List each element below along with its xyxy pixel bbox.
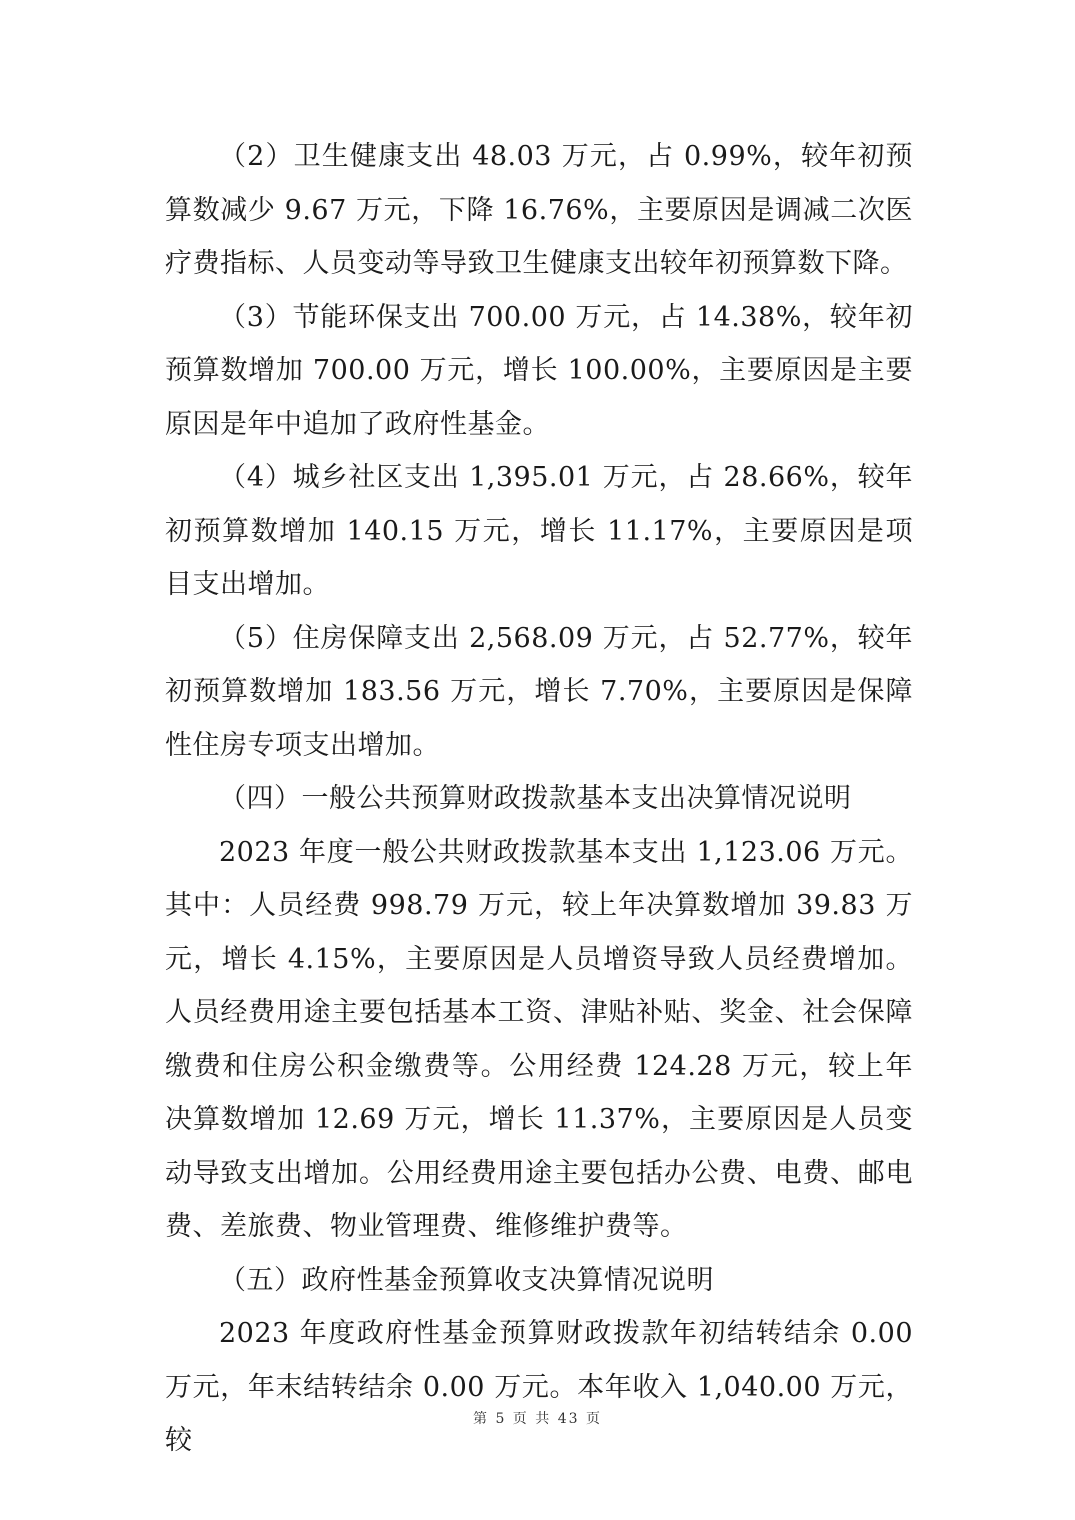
section-heading-government-fund: （五）政府性基金预算收支决算情况说明	[219, 1264, 714, 1296]
paragraph-energy-environment-expenditure: （3）节能环保支出 700.00 万元，占 14.38%，较年初预算数增加 700.00 万元，增长 100.00%，主要原因是主要原因是年中追加了政府性基金。	[165, 301, 913, 440]
page-number-footer: 第 5 页 共 43 页	[473, 1411, 602, 1427]
section-heading-basic-expenditure: （四）一般公共预算财政拨款基本支出决算情况说明	[219, 783, 852, 814]
paragraph-urban-rural-community-expenditure: （4）城乡社区支出 1,395.01 万元，占 28.66%，较年初预算数增加 140.15 万元，增长 11.17%，主要原因是项目支出增加。	[165, 462, 913, 600]
paragraph-health-expenditure: （2）卫生健康支出 48.03 万元，占 0.99%，较年初预算数减少 9.67 万元，下降 16.76%，主要原因是调减二次医疗费指标、人员变动等导致卫生健康支出较年初预算数下降。	[165, 141, 913, 279]
paragraph-housing-security-expenditure: （5）住房保障支出 2,568.09 万元，占 52.77%，较年初预算数增加 183.56 万元，增长 7.70%，主要原因是保障性住房专项支出增加。	[165, 622, 913, 761]
paragraph-basic-expenditure: 2023 年度一般公共财政拨款基本支出 1,123.06 万元。其中：人员经费 998.79 万元，较上年决算数增加 39.83 万元，增长 4.15%，主要原因是人员增资导致人员经费增加。人员经费用途主要包括基本工资、津贴补贴、奖金、社会保障缴费和住房公积金缴费等。公用经费 124.28 万元，较上年决算数增加 12.69 万元，增长 11.37%，主要原因是人员变动导致支出增加。公用经费用途主要包括办公费、电费、邮电费、差旅费、物业管理费、维修维护费等。	[165, 836, 913, 1242]
document-body	[165, 130, 913, 1468]
paragraph-government-fund: 2023 年度政府性基金预算财政拨款年初结转结余 0.00 万元，年末结转结余 0.00 万元。本年收入 1,040.00 万元，较	[165, 1318, 913, 1456]
